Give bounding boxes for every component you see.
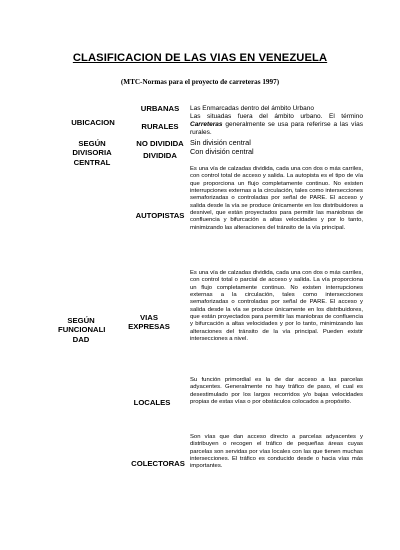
desc-dividida: Con división central xyxy=(190,147,254,156)
desc-rurales xyxy=(190,113,363,138)
desc-locales: Su función primordial es la de dar acceso a las parcelas adyacentes. Generalmente no hay tráfico de paso, el cual es desestimulado por los largos recorridos y/o bajas velocidades propias de estas vías o por obstáculos colocados a propósito. xyxy=(190,377,363,406)
desc-colectoras: Son vías que dan acceso directo a parcelas adyacentes y distribuyen o recogen el tráfico de pequeñas áreas cuyas parcelas son servidas por vías locales con las que tienen muchas intersecciones. El tráfico es conducido desde o hacia vías más importantes. xyxy=(190,434,363,470)
sublabel-locales: LOCALES xyxy=(133,398,171,407)
desc-vias-expresas: Es una vía de calzadas dividida, cada una con dos o más carriles, con control total o parcial de acceso y salida. La vía proporciona un flujo completamente continuo. No existen interrupciones externas a la circulación, tales como intersecciones semaforizadas o controladas por señal de PARE. El acceso y salida desde la vía se produce únicamente en los distribuidores, que están proyectados para permitir las maniobras de confluencia y bifurcación a altas velocidades y por lo tanto, minimizando las alteraciones del tránsito de la vía principal. Pueden existir intersecciones a nivel. xyxy=(190,270,363,343)
desc-rurales-text-2: generalmente se usa para referirse a las vías rurales. xyxy=(190,121,363,137)
desc-autopistas: Es una vía de calzadas dividida, cada una con dos o más carriles, con control total de acceso y salida. La autopista es el tipo de vía que proporciona un flujo completamente continuo. No existen interrupciones externas a la circulación, tales como intersecciones semaforizadas o controladas por señal de PARE. El acceso y salida desde la vía se produce únicamente en los distribuidores a desnivel, que están proyectados para permitir las maniobras de confluencia y bifurcación a altas velocidades y por lo tanto, minimizando las alteraciones del tránsito de la vía principal. xyxy=(190,166,363,231)
sublabel-rurales: RURALES xyxy=(141,122,179,131)
document-title: CLASIFICACION DE LAS VIAS EN VENEZUELA xyxy=(72,52,328,64)
sublabel-colectoras: COLECTORAS xyxy=(131,459,185,468)
sublabel-dividida: DIVIDIDA xyxy=(143,151,177,160)
desc-rurales-emphasis: Carreteras xyxy=(190,121,223,129)
group-label-ubicacion: UBICACION xyxy=(71,118,115,127)
group-label-funcionalidad: SEGÚN FUNCIONALI DAD xyxy=(58,316,106,344)
group-label-divisoria: SEGÚN DIVISORIA CENTRAL xyxy=(72,139,112,167)
sublabel-vias-expresas: VIAS EXPRESAS xyxy=(128,313,170,332)
desc-no-dividida: Sin división central xyxy=(190,138,251,147)
desc-urbanas: Las Enmarcadas dentro del ámbito Urbano xyxy=(190,105,314,112)
sublabel-autopistas: AUTOPISTAS xyxy=(135,211,185,220)
document-subtitle: (MTC-Normas para el proyecto de carreteras 1997) xyxy=(120,78,280,86)
sublabel-urbanas: URBANAS xyxy=(140,104,180,113)
sublabel-no-dividida: NO DIVIDIDA xyxy=(136,139,184,148)
desc-rurales-text-1: Las situadas fuera del ámbito urbano. El término xyxy=(190,113,363,120)
